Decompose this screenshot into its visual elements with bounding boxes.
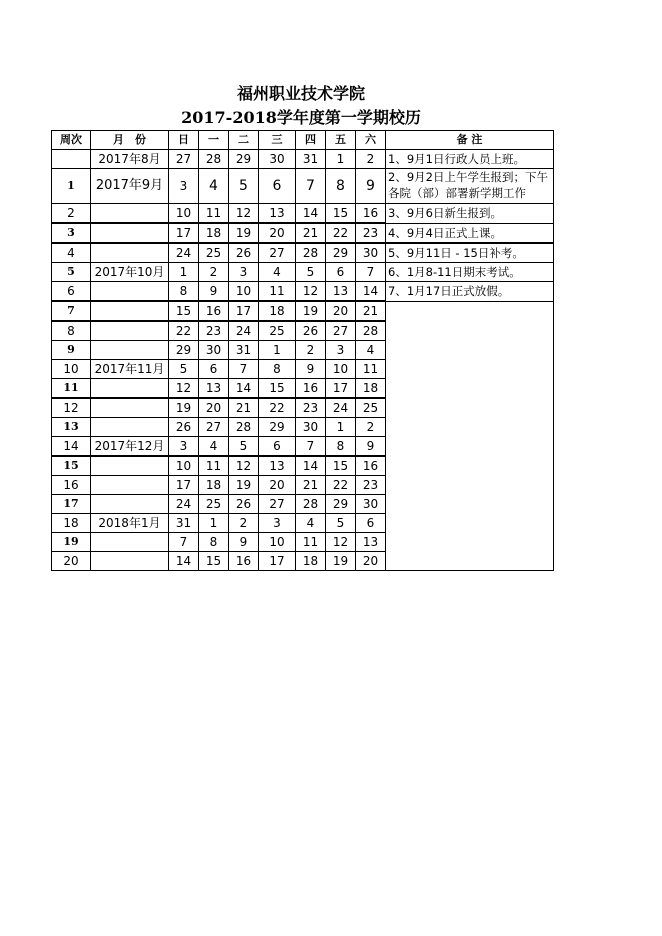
day-cell: 10: [229, 282, 259, 302]
day-cell: 10: [326, 360, 356, 379]
week-cell: 9: [52, 341, 91, 360]
day-cell: 5: [169, 360, 199, 379]
day-cell: 21: [356, 301, 386, 321]
day-cell: 22: [326, 223, 356, 243]
day-cell: 8: [199, 533, 229, 552]
day-cell: 5: [229, 169, 259, 204]
week-cell: 2: [52, 204, 91, 224]
day-cell: 15: [259, 379, 296, 399]
day-cell: 21: [229, 398, 259, 418]
note-cell: 6、1月8-11日期末考试。: [386, 263, 554, 282]
week-cell: 1: [52, 169, 91, 204]
day-cell: 3: [169, 437, 199, 457]
day-cell: 5: [326, 514, 356, 533]
day-cell: 20: [356, 552, 386, 571]
day-cell: 12: [229, 456, 259, 476]
week-cell: 20: [52, 552, 91, 571]
day-cell: 24: [326, 398, 356, 418]
day-cell: 19: [229, 476, 259, 495]
day-cell: 3: [229, 263, 259, 282]
day-cell: 7: [296, 437, 326, 457]
day-cell: 10: [169, 204, 199, 224]
day-cell: 17: [169, 223, 199, 243]
col-sat-header: 六: [356, 131, 386, 150]
day-cell: 2: [296, 341, 326, 360]
day-cell: 31: [296, 150, 326, 169]
table-row: [52, 243, 554, 263]
month-cell: [91, 243, 169, 263]
month-cell: [91, 204, 169, 224]
day-cell: 8: [259, 360, 296, 379]
month-cell: 2017年12月: [91, 437, 169, 457]
day-cell: 9: [356, 169, 386, 204]
day-cell: 9: [296, 360, 326, 379]
day-cell: 19: [296, 301, 326, 321]
day-cell: 19: [229, 223, 259, 243]
day-cell: 25: [356, 398, 386, 418]
day-cell: 8: [326, 437, 356, 457]
calendar-table: [51, 130, 554, 571]
day-cell: 22: [326, 476, 356, 495]
day-cell: 14: [296, 456, 326, 476]
day-cell: 28: [229, 418, 259, 437]
day-cell: 11: [199, 204, 229, 224]
col-week-header: 周次: [52, 131, 91, 150]
day-cell: 2: [356, 418, 386, 437]
week-cell: 16: [52, 476, 91, 495]
note-cell: 3、9月6日新生报到。: [386, 204, 554, 224]
day-cell: 4: [356, 341, 386, 360]
day-cell: 11: [199, 456, 229, 476]
month-cell: [91, 418, 169, 437]
day-cell: 6: [326, 263, 356, 282]
month-cell: 2017年11月: [91, 360, 169, 379]
day-cell: 6: [356, 514, 386, 533]
day-cell: 8: [326, 169, 356, 204]
note-cell: 7、1月17日正式放假。: [386, 282, 554, 302]
school-title: 福州职业技术学院: [236, 84, 365, 103]
note-cell: 4、9月4日正式上课。: [386, 223, 554, 243]
day-cell: 16: [296, 379, 326, 399]
day-cell: 4: [296, 514, 326, 533]
day-cell: 31: [229, 341, 259, 360]
table-row: [52, 150, 554, 169]
day-cell: 13: [199, 379, 229, 399]
table-row: [52, 204, 554, 224]
day-cell: 3: [259, 514, 296, 533]
day-cell: 25: [199, 243, 229, 263]
col-wed-header: 三: [259, 131, 296, 150]
week-cell: [52, 150, 91, 169]
day-cell: 15: [169, 301, 199, 321]
day-cell: 29: [326, 243, 356, 263]
day-cell: 15: [199, 552, 229, 571]
day-cell: 16: [229, 552, 259, 571]
day-cell: 29: [229, 150, 259, 169]
col-notes-header: 备 注: [386, 131, 554, 150]
month-cell: 2017年10月: [91, 263, 169, 282]
day-cell: 16: [199, 301, 229, 321]
month-cell: [91, 282, 169, 302]
day-cell: 31: [169, 514, 199, 533]
month-cell: [91, 301, 169, 321]
week-cell: 4: [52, 243, 91, 263]
col-tue-header: 二: [229, 131, 259, 150]
note-blank-cell: [386, 301, 554, 571]
day-cell: 7: [356, 263, 386, 282]
day-cell: 9: [199, 282, 229, 302]
day-cell: 23: [199, 321, 229, 341]
month-cell: [91, 456, 169, 476]
day-cell: 11: [296, 533, 326, 552]
day-cell: 18: [199, 223, 229, 243]
day-cell: 17: [169, 476, 199, 495]
day-cell: 10: [169, 456, 199, 476]
day-cell: 15: [326, 456, 356, 476]
day-cell: 17: [259, 552, 296, 571]
day-cell: 14: [169, 552, 199, 571]
day-cell: 18: [199, 476, 229, 495]
day-cell: 2: [356, 150, 386, 169]
day-cell: 16: [356, 456, 386, 476]
day-cell: 12: [229, 204, 259, 224]
day-cell: 23: [356, 223, 386, 243]
week-cell: 10: [52, 360, 91, 379]
day-cell: 20: [259, 476, 296, 495]
day-cell: 4: [259, 263, 296, 282]
term-title: 2017-2018学年度第一学期校历: [181, 108, 421, 127]
day-cell: 13: [259, 456, 296, 476]
day-cell: 6: [259, 169, 296, 204]
month-cell: [91, 552, 169, 571]
month-cell: [91, 341, 169, 360]
day-cell: 12: [296, 282, 326, 302]
header-row: [52, 131, 554, 150]
day-cell: 28: [199, 150, 229, 169]
day-cell: 2: [229, 514, 259, 533]
day-cell: 4: [199, 437, 229, 457]
day-cell: 22: [259, 398, 296, 418]
day-cell: 24: [169, 495, 199, 514]
day-cell: 1: [259, 341, 296, 360]
week-cell: 12: [52, 398, 91, 418]
week-cell: 8: [52, 321, 91, 341]
day-cell: 21: [296, 223, 326, 243]
week-cell: 18: [52, 514, 91, 533]
day-cell: 27: [259, 243, 296, 263]
day-cell: 12: [326, 533, 356, 552]
col-month-header: 月 份: [91, 131, 169, 150]
day-cell: 8: [169, 282, 199, 302]
month-cell: [91, 476, 169, 495]
day-cell: 18: [356, 379, 386, 399]
day-cell: 15: [326, 204, 356, 224]
day-cell: 7: [229, 360, 259, 379]
day-cell: 26: [169, 418, 199, 437]
day-cell: 28: [296, 495, 326, 514]
day-cell: 20: [199, 398, 229, 418]
day-cell: 11: [356, 360, 386, 379]
day-cell: 29: [326, 495, 356, 514]
day-cell: 20: [326, 301, 356, 321]
day-cell: 19: [326, 552, 356, 571]
month-cell: [91, 398, 169, 418]
week-cell: 13: [52, 418, 91, 437]
day-cell: 11: [259, 282, 296, 302]
day-cell: 18: [296, 552, 326, 571]
week-cell: 3: [52, 223, 91, 243]
day-cell: 3: [169, 169, 199, 204]
week-cell: 14: [52, 437, 91, 457]
day-cell: 18: [259, 301, 296, 321]
day-cell: 12: [169, 379, 199, 399]
day-cell: 26: [229, 243, 259, 263]
day-cell: 29: [169, 341, 199, 360]
day-cell: 30: [259, 150, 296, 169]
col-fri-header: 五: [326, 131, 356, 150]
note-cell: 2、9月2日上午学生报到；下午各院（部）部署新学期工作: [386, 169, 554, 204]
day-cell: 10: [259, 533, 296, 552]
day-cell: 25: [259, 321, 296, 341]
week-cell: 7: [52, 301, 91, 321]
day-cell: 23: [356, 476, 386, 495]
week-cell: 19: [52, 533, 91, 552]
day-cell: 1: [199, 514, 229, 533]
table-row: [52, 263, 554, 282]
col-thu-header: 四: [296, 131, 326, 150]
day-cell: 30: [296, 418, 326, 437]
day-cell: 25: [199, 495, 229, 514]
day-cell: 3: [326, 341, 356, 360]
col-sun-header: 日: [169, 131, 199, 150]
day-cell: 1: [326, 150, 356, 169]
month-cell: [91, 321, 169, 341]
month-cell: 2017年8月: [91, 150, 169, 169]
day-cell: 16: [356, 204, 386, 224]
day-cell: 23: [296, 398, 326, 418]
day-cell: 28: [356, 321, 386, 341]
month-cell: 2017年9月: [91, 169, 169, 204]
month-cell: [91, 495, 169, 514]
day-cell: 24: [229, 321, 259, 341]
note-cell: 1、9月1日行政人员上班。: [386, 150, 554, 169]
day-cell: 2: [199, 263, 229, 282]
day-cell: 30: [356, 495, 386, 514]
day-cell: 5: [229, 437, 259, 457]
table-row: [52, 282, 554, 302]
week-cell: 15: [52, 456, 91, 476]
day-cell: 20: [259, 223, 296, 243]
day-cell: 14: [296, 204, 326, 224]
day-cell: 6: [199, 360, 229, 379]
day-cell: 28: [296, 243, 326, 263]
day-cell: 4: [199, 169, 229, 204]
day-cell: 14: [229, 379, 259, 399]
week-cell: 5: [52, 263, 91, 282]
day-cell: 13: [356, 533, 386, 552]
day-cell: 27: [169, 150, 199, 169]
table-row: [52, 169, 554, 204]
day-cell: 9: [229, 533, 259, 552]
day-cell: 22: [169, 321, 199, 341]
week-cell: 11: [52, 379, 91, 399]
month-cell: [91, 533, 169, 552]
day-cell: 17: [326, 379, 356, 399]
day-cell: 27: [259, 495, 296, 514]
month-cell: 2018年1月: [91, 514, 169, 533]
week-cell: 17: [52, 495, 91, 514]
day-cell: 30: [356, 243, 386, 263]
day-cell: 21: [296, 476, 326, 495]
day-cell: 7: [169, 533, 199, 552]
month-cell: [91, 379, 169, 399]
day-cell: 9: [356, 437, 386, 457]
day-cell: 13: [259, 204, 296, 224]
day-cell: 1: [169, 263, 199, 282]
day-cell: 26: [229, 495, 259, 514]
day-cell: 26: [296, 321, 326, 341]
day-cell: 6: [259, 437, 296, 457]
day-cell: 27: [326, 321, 356, 341]
day-cell: 24: [169, 243, 199, 263]
day-cell: 1: [326, 418, 356, 437]
day-cell: 27: [199, 418, 229, 437]
col-mon-header: 一: [199, 131, 229, 150]
table-row: [52, 301, 554, 321]
day-cell: 7: [296, 169, 326, 204]
table-row: [52, 223, 554, 243]
day-cell: 17: [229, 301, 259, 321]
month-cell: [91, 223, 169, 243]
day-cell: 14: [356, 282, 386, 302]
week-cell: 6: [52, 282, 91, 302]
note-cell: 5、9月11日 - 15日补考。: [386, 243, 554, 263]
day-cell: 30: [199, 341, 229, 360]
day-cell: 29: [259, 418, 296, 437]
day-cell: 13: [326, 282, 356, 302]
day-cell: 5: [296, 263, 326, 282]
day-cell: 19: [169, 398, 199, 418]
